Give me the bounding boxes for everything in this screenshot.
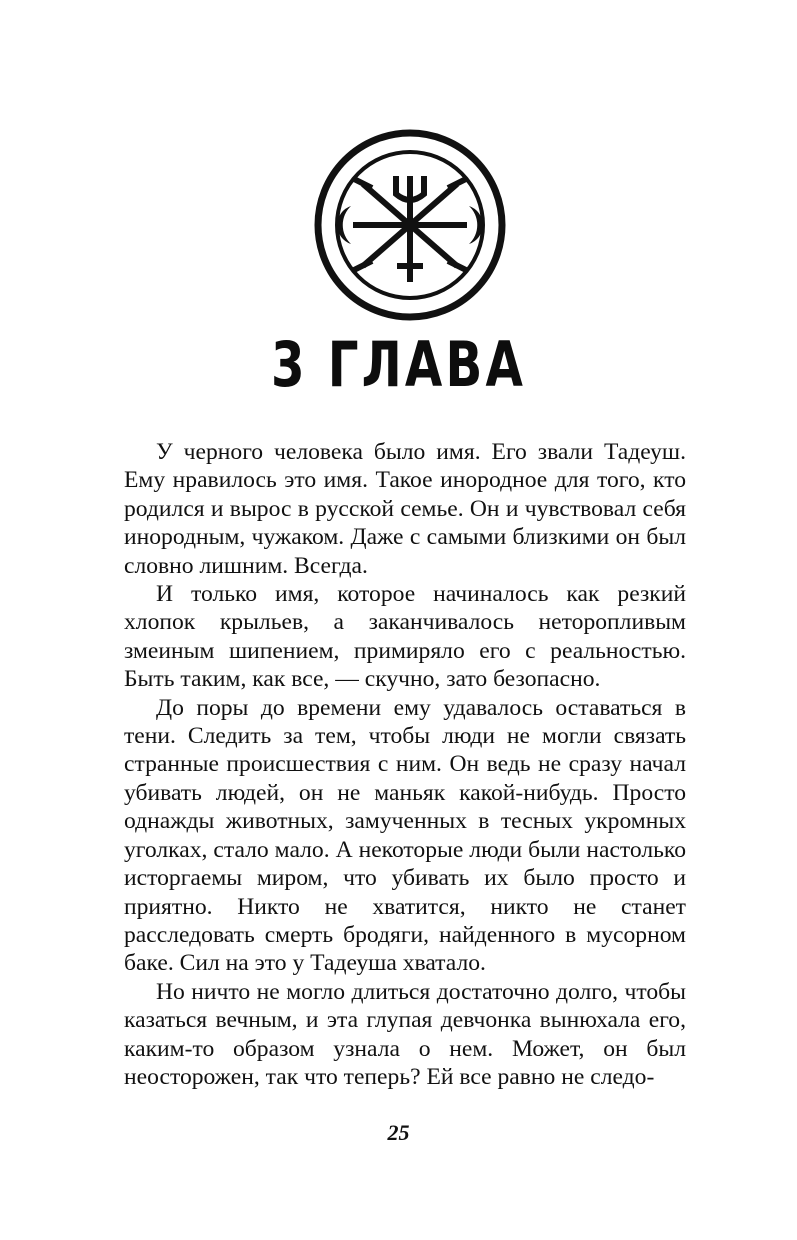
- page-number: 25: [387, 1120, 410, 1145]
- paragraph: И только имя, которое начиналось как резкий хлопок крыльев, а заканчивалось неторопливым змеиным шипением, примиряло его с реальностью. Быть таким, как все, — скучно, зато безопасно.: [124, 581, 686, 693]
- chapter-body: [124, 438, 686, 1091]
- chapter-title: 3 ГЛАВА: [270, 328, 527, 401]
- paragraph: У черного человека было имя. Его звали Тадеуш. Ему нравилось это имя. Такое инородное для того, кто родился и вырос в русской семье. Он и чувствовал себя инородным, чужаком. Даже с самыми близкими он был словно лишним. Всегда.: [124, 439, 686, 579]
- paragraph: Но ничто не могло длиться достаточно долго, чтобы казаться вечным, и эта глупая девчонка вынюхала его, каким-то образом узнала о нем. Может, он был неосторожен, так что теперь? Ей все равно не следо-: [124, 978, 686, 1090]
- slavic-rune-icon: [313, 128, 507, 322]
- paragraph: До поры до времени ему удавалось оставаться в тени. Следить за тем, чтобы люди не могли связать странные происшествия с ним. Он ведь не сразу начал убивать людей, он не маньяк какой-нибудь. Просто однажды животных, замученных в тесных укромных уголках, стало мало. А некоторые люди были настолько исторгаемы миром, что убивать их было просто и приятно. Никто не хватится, никто не станет расследовать смерть бродяги, найденного в мусорном баке. Сил на это у Тадеуша хватало.: [124, 694, 686, 977]
